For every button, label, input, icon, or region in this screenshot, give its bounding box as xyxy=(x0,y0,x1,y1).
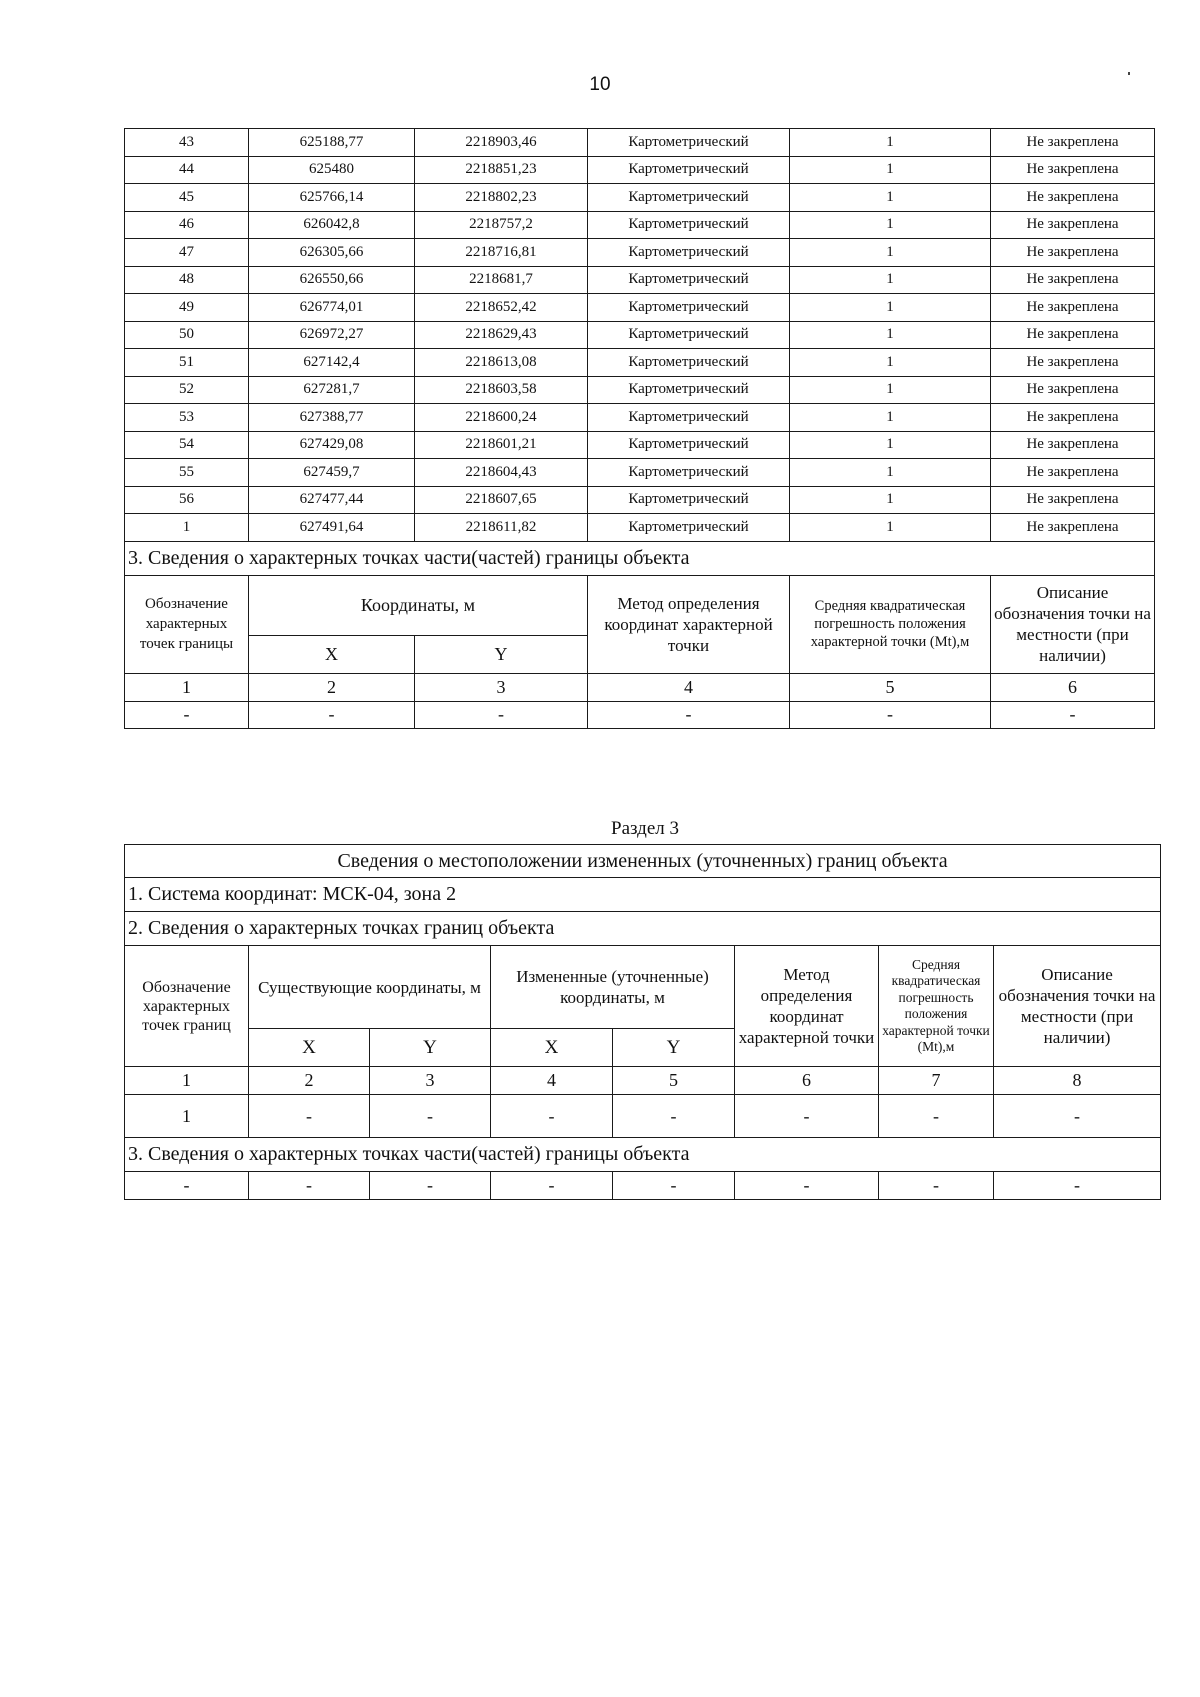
cell-x: 625480 xyxy=(249,156,415,184)
cell-point-number: 1 xyxy=(125,514,249,542)
cell-error: 1 xyxy=(790,239,991,267)
header-existing-x: X xyxy=(249,1029,370,1067)
cell-designation: 1 xyxy=(125,1095,249,1138)
table-row xyxy=(125,404,1155,432)
cell-y: 2218601,21 xyxy=(415,431,588,459)
cell-x: 627491,64 xyxy=(249,514,415,542)
parts-section-title: 3. Сведения о характерных точках части(частей) границы объекта xyxy=(125,1138,1161,1172)
cell-description: - xyxy=(994,1095,1161,1138)
cell-method: Картометрический xyxy=(588,129,790,157)
column-numbers-row xyxy=(125,673,1155,701)
table-row xyxy=(125,349,1155,377)
empty-row xyxy=(125,701,1155,728)
cell-method: Картометрический xyxy=(588,376,790,404)
empty-cell: - xyxy=(125,701,249,728)
header-error: Средняя квадратическая погрешность положения характерной точки (Mt),м xyxy=(879,946,994,1067)
points-section-title: 2. Сведения о характерных точках границ объекта xyxy=(125,912,1161,946)
cell-x: 626042,8 xyxy=(249,211,415,239)
cell-point-number: 47 xyxy=(125,239,249,267)
header-designation: Обозначение характерных точек границ xyxy=(125,946,249,1067)
cell-description: Не закреплена xyxy=(991,129,1155,157)
table-row xyxy=(125,239,1155,267)
col-number: 5 xyxy=(613,1067,735,1095)
header-existing-y: Y xyxy=(370,1029,491,1067)
cell-point-number: 52 xyxy=(125,376,249,404)
boundary-points-table xyxy=(124,128,1155,729)
header-description: Описание обозначения точки на местности (при наличии) xyxy=(991,575,1155,673)
col-number: 1 xyxy=(125,673,249,701)
cell-method: Картометрический xyxy=(588,404,790,432)
cell-y: 2218757,2 xyxy=(415,211,588,239)
col-number: 6 xyxy=(991,673,1155,701)
header-y: Y xyxy=(415,635,588,673)
page-number: 10 xyxy=(589,74,611,95)
table-row xyxy=(125,431,1155,459)
table-row xyxy=(125,1095,1161,1138)
table-row xyxy=(125,459,1155,487)
header-method: Метод определения координат характерной точки xyxy=(735,946,879,1067)
cell-method: Картометрический xyxy=(588,321,790,349)
cell-description: Не закреплена xyxy=(991,459,1155,487)
cell-error: 1 xyxy=(790,156,991,184)
table-title: Сведения о местоположении измененных (уточненных) границ объекта xyxy=(125,845,1161,878)
cell-x: 627459,7 xyxy=(249,459,415,487)
cell-point-number: 56 xyxy=(125,486,249,514)
cell-error: - xyxy=(879,1095,994,1138)
cell-description: Не закреплена xyxy=(991,211,1155,239)
header-method: Метод определения координат характерной точки xyxy=(588,575,790,673)
empty-cell: - xyxy=(991,701,1155,728)
table-row xyxy=(125,514,1155,542)
cell-description: Не закреплена xyxy=(991,404,1155,432)
table-row xyxy=(125,211,1155,239)
cell-description: Не закреплена xyxy=(991,184,1155,212)
cell-y: 2218603,58 xyxy=(415,376,588,404)
cell-error: 1 xyxy=(790,211,991,239)
cell-method: Картометрический xyxy=(588,156,790,184)
col-number: 5 xyxy=(790,673,991,701)
table-row xyxy=(125,156,1155,184)
header-x: X xyxy=(249,635,415,673)
header-description: Описание обозначения точки на местности (при наличии) xyxy=(994,946,1161,1067)
cell-description: Не закреплена xyxy=(991,349,1155,377)
cell-point-number: 48 xyxy=(125,266,249,294)
empty-cell: - xyxy=(370,1172,491,1200)
cell-method: Картометрический xyxy=(588,184,790,212)
cell-existing-y: - xyxy=(370,1095,491,1138)
col-number: 2 xyxy=(249,673,415,701)
cell-point-number: 51 xyxy=(125,349,249,377)
col-number: 6 xyxy=(735,1067,879,1095)
empty-cell: - xyxy=(790,701,991,728)
cell-point-number: 54 xyxy=(125,431,249,459)
cell-method: - xyxy=(735,1095,879,1138)
cell-point-number: 44 xyxy=(125,156,249,184)
header-changed-x: X xyxy=(491,1029,613,1067)
cell-y: 2218613,08 xyxy=(415,349,588,377)
parts-section-title: 3. Сведения о характерных точках части(частей) границы объекта xyxy=(125,541,1155,575)
cell-error: 1 xyxy=(790,321,991,349)
header-changed-coordinates: Измененные (уточненные) координаты, м xyxy=(491,946,735,1029)
cell-existing-x: - xyxy=(249,1095,370,1138)
changed-boundaries-table xyxy=(124,844,1161,1200)
empty-cell: - xyxy=(491,1172,613,1200)
col-number: 3 xyxy=(370,1067,491,1095)
cell-error: 1 xyxy=(790,404,991,432)
cell-point-number: 45 xyxy=(125,184,249,212)
cell-method: Картометрический xyxy=(588,266,790,294)
col-number: 2 xyxy=(249,1067,370,1095)
table-row xyxy=(125,294,1155,322)
table-row xyxy=(125,129,1155,157)
cell-y: 2218600,24 xyxy=(415,404,588,432)
cell-point-number: 50 xyxy=(125,321,249,349)
empty-cell: - xyxy=(415,701,588,728)
cell-method: Картометрический xyxy=(588,486,790,514)
table-row xyxy=(125,376,1155,404)
header-designation: Обозначение характерных точек границы xyxy=(125,575,249,673)
cell-error: 1 xyxy=(790,431,991,459)
empty-cell: - xyxy=(249,1172,370,1200)
col-number: 3 xyxy=(415,673,588,701)
table-row xyxy=(125,321,1155,349)
cell-y: 2218851,23 xyxy=(415,156,588,184)
cell-error: 1 xyxy=(790,129,991,157)
cell-description: Не закреплена xyxy=(991,431,1155,459)
cell-point-number: 46 xyxy=(125,211,249,239)
cell-method: Картометрический xyxy=(588,294,790,322)
cell-method: Картометрический xyxy=(588,431,790,459)
cell-description: Не закреплена xyxy=(991,156,1155,184)
cell-error: 1 xyxy=(790,266,991,294)
cell-description: Не закреплена xyxy=(991,514,1155,542)
section-heading: Раздел 3 xyxy=(611,818,679,839)
cell-y: 2218629,43 xyxy=(415,321,588,349)
cell-x: 627388,77 xyxy=(249,404,415,432)
cell-x: 627477,44 xyxy=(249,486,415,514)
cell-method: Картометрический xyxy=(588,514,790,542)
cell-x: 626305,66 xyxy=(249,239,415,267)
column-numbers-row xyxy=(125,1067,1161,1095)
empty-cell: - xyxy=(249,701,415,728)
table-row xyxy=(125,486,1155,514)
cell-y: 2218903,46 xyxy=(415,129,588,157)
col-number: 8 xyxy=(994,1067,1161,1095)
cell-description: Не закреплена xyxy=(991,239,1155,267)
cell-error: 1 xyxy=(790,349,991,377)
col-number: 4 xyxy=(588,673,790,701)
cell-point-number: 49 xyxy=(125,294,249,322)
empty-row xyxy=(125,1172,1161,1200)
cell-method: Картометрический xyxy=(588,349,790,377)
cell-x: 626774,01 xyxy=(249,294,415,322)
cell-y: 2218604,43 xyxy=(415,459,588,487)
cell-y: 2218681,7 xyxy=(415,266,588,294)
empty-cell: - xyxy=(879,1172,994,1200)
cell-error: 1 xyxy=(790,184,991,212)
cell-point-number: 43 xyxy=(125,129,249,157)
cell-changed-x: - xyxy=(491,1095,613,1138)
cell-x: 627281,7 xyxy=(249,376,415,404)
cell-error: 1 xyxy=(790,486,991,514)
cell-description: Не закреплена xyxy=(991,376,1155,404)
cell-error: 1 xyxy=(790,514,991,542)
cell-error: 1 xyxy=(790,376,991,404)
boundary-points-body xyxy=(125,129,1155,542)
cell-error: 1 xyxy=(790,459,991,487)
cell-description: Не закреплена xyxy=(991,321,1155,349)
empty-cell: - xyxy=(613,1172,735,1200)
cell-point-number: 55 xyxy=(125,459,249,487)
table-row xyxy=(125,266,1155,294)
cell-x: 626972,27 xyxy=(249,321,415,349)
cell-point-number: 53 xyxy=(125,404,249,432)
cell-method: Картометрический xyxy=(588,459,790,487)
header-changed-y: Y xyxy=(613,1029,735,1067)
col-number: 7 xyxy=(879,1067,994,1095)
header-coordinates: Координаты, м xyxy=(249,575,588,635)
cell-x: 627142,4 xyxy=(249,349,415,377)
table-row xyxy=(125,184,1155,212)
scan-speck xyxy=(1128,72,1130,75)
header-existing-coordinates: Существующие координаты, м xyxy=(249,946,491,1029)
empty-cell: - xyxy=(735,1172,879,1200)
empty-cell: - xyxy=(588,701,790,728)
cell-x: 626550,66 xyxy=(249,266,415,294)
cell-description: Не закреплена xyxy=(991,266,1155,294)
cell-y: 2218716,81 xyxy=(415,239,588,267)
empty-cell: - xyxy=(994,1172,1161,1200)
cell-method: Картометрический xyxy=(588,211,790,239)
col-number: 1 xyxy=(125,1067,249,1095)
cell-x: 625766,14 xyxy=(249,184,415,212)
empty-cell: - xyxy=(125,1172,249,1200)
cell-description: Не закреплена xyxy=(991,294,1155,322)
cell-changed-y: - xyxy=(613,1095,735,1138)
cell-y: 2218607,65 xyxy=(415,486,588,514)
cell-description: Не закреплена xyxy=(991,486,1155,514)
cell-method: Картометрический xyxy=(588,239,790,267)
cell-x: 625188,77 xyxy=(249,129,415,157)
col-number: 4 xyxy=(491,1067,613,1095)
cell-y: 2218652,42 xyxy=(415,294,588,322)
cell-y: 2218611,82 xyxy=(415,514,588,542)
header-error: Средняя квадратическая погрешность положения характерной точки (Mt),м xyxy=(790,575,991,673)
cell-error: 1 xyxy=(790,294,991,322)
cell-x: 627429,08 xyxy=(249,431,415,459)
coordinate-system: 1. Система координат: МСК-04, зона 2 xyxy=(125,878,1161,912)
cell-y: 2218802,23 xyxy=(415,184,588,212)
